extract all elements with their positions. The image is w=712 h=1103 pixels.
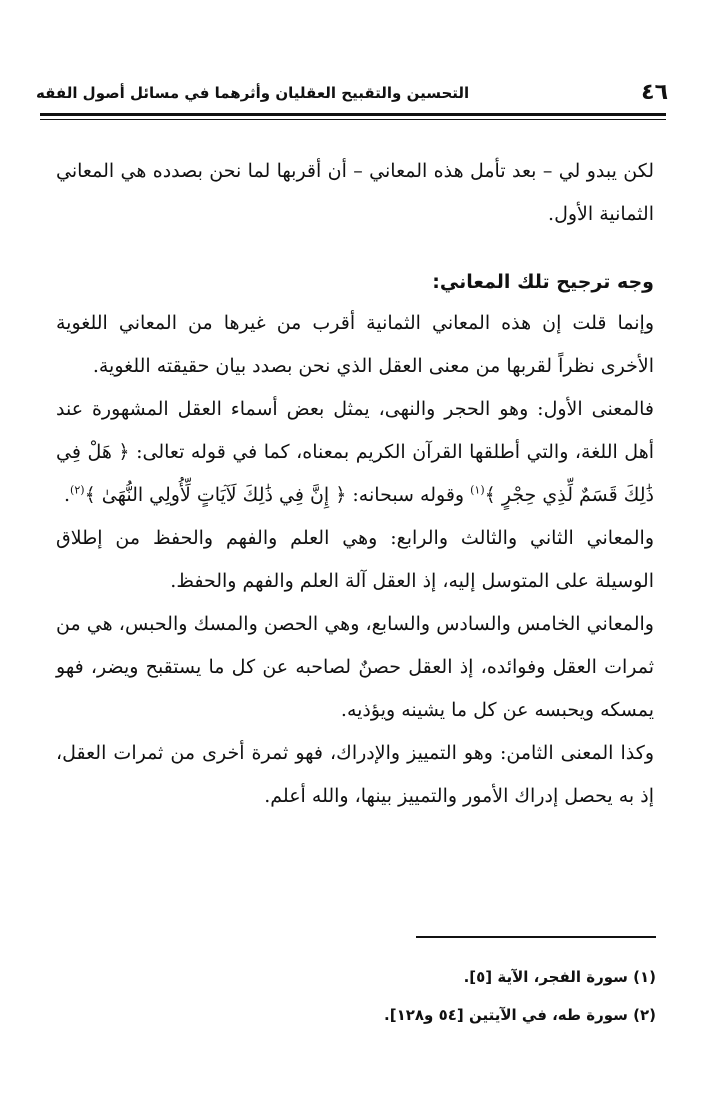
paragraph-first-meaning-end: . — [64, 484, 71, 506]
header-rule-thin — [40, 119, 666, 120]
footnote-ref-1: (١) — [470, 483, 485, 497]
running-title: التحسين والتقبيح العقليان وأثرهما في مسائل أصول الفقه — [36, 84, 470, 102]
intro-paragraph: لكن يبدو لي – بعد تأمل هذه المعاني – أن أقربها لما نحن بصدده هي المعاني الثمانية الأول. — [56, 160, 654, 225]
section-heading: وجه ترجيح تلك المعاني: — [432, 271, 654, 293]
paragraph-first-meaning-mid: وقوله سبحانه: — [346, 484, 471, 506]
page-header — [36, 78, 668, 112]
paragraph-first-meaning — [56, 388, 654, 517]
footnotes — [56, 958, 656, 1034]
page-number: ٤٦ — [641, 80, 668, 105]
footnote-separator — [416, 936, 656, 938]
header-rule-thick — [40, 113, 666, 116]
paragraph-fifth-to-seventh: والمعاني الخامس والسادس والسابع، وهي الحصن والمسك والحبس، هي من ثمرات العقل وفوائده، إذ العقل حصنٌ لصاحبه عن كل ما يستقبح ويضر، فهو يمسكه ويحبسه عن كل ما يشينه ويؤذيه. — [56, 613, 654, 721]
paragraph-eighth: وكذا المعنى الثامن: وهو التمييز والإدراك، فهو ثمرة أخرى من ثمرات العقل، إذ به يحصل إدراك الأمور والتمييز بينها، والله أعلم. — [56, 742, 654, 807]
footnote-ref-2: (٢) — [70, 483, 85, 497]
main-text — [56, 150, 654, 818]
paragraph-first-meaning-text: فالمعنى الأول: وهو الحجر والنهى، يمثل بعض أسماء العقل المشهورة عند أهل اللغة، والتي أطلقها القرآن الكريم بمعناه، كما في قوله تعالى: — [56, 398, 654, 463]
quran-verse-1: ﴿ هَلْ فِي ذَٰلِكَ قَسَمٌ لِّذِي حِجْرٍ ﴾ — [56, 441, 654, 506]
paragraph-reason: وإنما قلت إن هذه المعاني الثمانية أقرب من غيرها من المعاني اللغوية الأخرى نظراً لقربها من معنى العقل الذي نحن بصدد بيان حقيقته اللغوية. — [56, 312, 654, 377]
paragraph-second-to-fourth: والمعاني الثاني والثالث والرابع: وهي العلم والفهم والحفظ من إطلاق الوسيلة على المتوسل إليه، إذ العقل آلة العلم والفهم والحفظ. — [56, 527, 654, 592]
quran-verse-2: ﴿ إِنَّ فِي ذَٰلِكَ لَآيَاتٍ لِّأُولِي النُّهَىٰ ﴾ — [84, 484, 347, 506]
footnote-1: (١) سورة الفجر، الآية [٥]. — [463, 968, 656, 986]
footnote-2: (٢) سورة طه، في الآيتين [٥٤ و١٢٨]. — [384, 1006, 656, 1024]
